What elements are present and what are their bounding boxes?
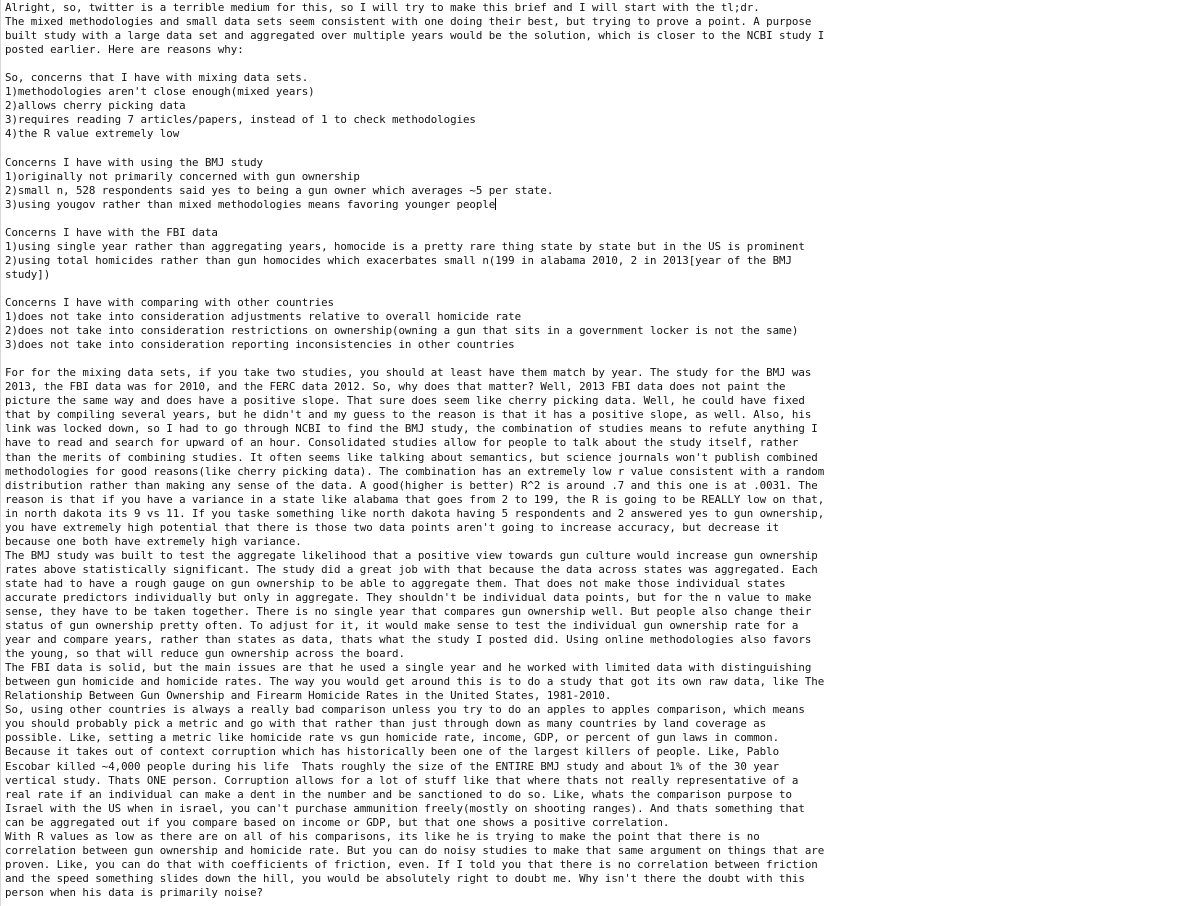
text-line-content: Because it takes out of context corruption which has historically been one of the largest killers of people. Like, Pablo xyxy=(5,745,780,759)
text-line-content: possible. Like, setting a metric like homicide rate vs gun homicide rate, income, GDP, or percent of gun laws in common. xyxy=(5,731,780,745)
text-line-content: 2)does not take into consideration restrictions on ownership(owning a gun that sits in a government locker is not the same) xyxy=(5,324,799,338)
text-line xyxy=(5,760,1197,774)
text-line-content: 2)small n, 528 respondents said yes to being a gun owner which averages ~5 per state. xyxy=(5,183,554,197)
text-line-content: year and compare years, rather than states as data, thats what the study I posted did. Using online methodologies also favors xyxy=(5,633,812,647)
text-line xyxy=(5,127,1197,141)
text-line-content: person when his data is primarily noise? xyxy=(5,885,264,899)
text-line xyxy=(5,394,1197,408)
text-line-content: 1)methodologies aren't close enough(mixed years) xyxy=(5,85,315,99)
text-line xyxy=(5,226,1197,240)
text-line-content: that by compiling several years, but he didn't and my guess to the reason is that it has a positive slope, as well. Also, his xyxy=(5,408,812,422)
text-line-content: sense, they have to be taken together. There is no single year that compares gun ownership well. But people also change their xyxy=(5,605,812,619)
text-line-content: Israel with the US when in israel, you can't purchase ammunition freely(mostly on shooting ranges). And thats something that xyxy=(5,801,805,815)
text-line xyxy=(5,85,1197,99)
text-line xyxy=(5,731,1197,745)
text-line xyxy=(5,549,1197,563)
text-line xyxy=(5,661,1197,675)
text-line-content: The FBI data is solid, but the main issues are that he used a single year and he worked with limited data with distinguishing xyxy=(5,661,812,675)
text-line-content: you should probably pick a metric and go with that rather than just through down as many countries by land coverage as xyxy=(5,717,767,731)
text-line-content: link was locked down, so I had to go through NCBI to find the BMJ study, the combination of studies means to refute anything I xyxy=(5,422,818,436)
text-line-content: 3)does not take into consideration reporting inconsistencies in other countries xyxy=(5,338,515,352)
text-line xyxy=(5,451,1197,465)
text-line-content: can be aggregated out if you compare based on income or GDP, but that one shows a positive correlation. xyxy=(5,815,670,829)
text-line xyxy=(5,268,1197,282)
text-line xyxy=(5,689,1197,703)
text-line xyxy=(5,324,1197,338)
text-line xyxy=(5,29,1197,43)
text-line xyxy=(5,366,1197,380)
text-line xyxy=(5,296,1197,310)
text-line xyxy=(5,198,1197,212)
text-line xyxy=(5,535,1197,549)
text-line-content: Alright, so, twitter is a terrible medium for this, so I will try to make this brief and I will start with the tl;dr. xyxy=(5,1,760,14)
text-line-content: distribution rather than making any sense of the data. A good(higher is better) R^2 is around .7 and this one is at .0031. The xyxy=(5,478,818,492)
text-line-content: status of gun ownership pretty often. To adjust for it, it would make sense to test the individual gun ownership rate for a xyxy=(5,619,799,633)
text-line-content: because one both have extremely high variance. xyxy=(5,534,302,548)
text-line-content: 1)using single year rather than aggregating years, homocide is a pretty rare thing state by state but in the US is prominent xyxy=(5,239,805,253)
text-line xyxy=(5,212,1197,226)
text-line xyxy=(5,703,1197,717)
text-line-content: 2)allows cherry picking data xyxy=(5,99,186,113)
text-line xyxy=(5,156,1197,170)
text-line xyxy=(5,141,1197,155)
text-line xyxy=(5,633,1197,647)
text-line xyxy=(5,619,1197,633)
text-line-content: 1)originally not primarily concerned with gun ownership xyxy=(5,169,360,183)
text-line-content: you have extremely high potential that there is those two data points aren't going to increase accuracy, but decrease it xyxy=(5,520,780,534)
text-line xyxy=(5,479,1197,493)
text-line xyxy=(5,675,1197,689)
text-line xyxy=(5,717,1197,731)
text-line-content: study]) xyxy=(5,267,51,281)
text-line-content: 3)requires reading 7 articles/papers, instead of 1 to check methodologies xyxy=(5,113,476,127)
text-line-content: Relationship Between Gun Ownership and Firearm Homicide Rates in the United States, 1981-2010. xyxy=(5,689,612,703)
text-line xyxy=(5,830,1197,844)
text-line-content: real rate if an individual can make a dent in the number and be sanctioned to do so. Like, whats the comparison purpose to xyxy=(5,787,792,801)
text-line-content: and the speed something slides down the hill, you would be absolutely right to doubt me. Why isn't there the doubt with this xyxy=(5,871,805,885)
text-line-content: So, using other countries is always a really bad comparison unless you try to do an apples to apples comparison, which means xyxy=(5,703,805,717)
text-line xyxy=(5,338,1197,352)
text-line xyxy=(5,816,1197,830)
text-line-content: methodologies for good reasons(like cherry picking data). The combination has an extremely low r value consistent with a random xyxy=(5,464,825,478)
text-line-content: proven. Like, you can do that with coefficients of friction, even. If I told you that there is no correlation between friction xyxy=(5,857,818,871)
text-line xyxy=(5,310,1197,324)
text-line xyxy=(5,43,1197,57)
text-line xyxy=(5,380,1197,394)
text-line-content: built study with a large data set and aggregated over multiple years would be the solution, which is closer to the NCBI study I xyxy=(5,29,825,43)
text-line xyxy=(5,184,1197,198)
text-line xyxy=(5,563,1197,577)
text-line-content: correlation between gun ownership and homicide rate. But you can do noisy studies to make that same argument on things that are xyxy=(5,843,825,857)
text-line xyxy=(5,886,1197,900)
text-line xyxy=(5,170,1197,184)
text-line xyxy=(5,577,1197,591)
text-line-content: between gun homicide and homicide rates. The way you would get around this is to do a study that got its own raw data, like The xyxy=(5,675,825,689)
text-line xyxy=(5,254,1197,268)
text-line xyxy=(5,15,1197,29)
text-line xyxy=(5,745,1197,759)
text-line-content: the young, so that will reduce gun ownership across the board. xyxy=(5,647,405,661)
text-line xyxy=(5,99,1197,113)
text-line-content: posted earlier. Here are reasons why: xyxy=(5,43,244,57)
text-line xyxy=(5,774,1197,788)
text-line-content: in north dakota its 9 vs 11. If you taske something like north dakota having 5 respondents and 2 answered yes to gun ownership, xyxy=(5,506,825,520)
text-line-content: than the merits of combining studies. It often seems like talking about semantics, but science journals won't publish combined xyxy=(5,450,818,464)
text-line-content: state had to have a rough gauge on gun ownership to be able to aggregate them. That does not make those individual states xyxy=(5,576,786,590)
text-line xyxy=(5,493,1197,507)
text-line-content: Escobar killed ~4,000 people during his life Thats roughly the size of the ENTIRE BMJ study and about 1% of the 30 year xyxy=(5,759,780,773)
text-line-content: For for the mixing data sets, if you take two studies, you should at least have them match by year. The study for the BMJ was xyxy=(5,366,812,380)
text-line xyxy=(5,802,1197,816)
text-line-content: 3)using yougov rather than mixed methodologies means favoring younger people xyxy=(5,197,496,211)
text-line-content: Concerns I have with comparing with other countries xyxy=(5,295,334,309)
text-line-content: rates above statistically significant. The study did a great job with that because the data across states was aggregated. Each xyxy=(5,562,818,576)
text-line xyxy=(5,872,1197,886)
text-caret xyxy=(495,198,496,210)
text-line-content: accurate predictors individually but only in aggregate. They shouldn't be individual data points, but for the n value to make xyxy=(5,590,812,604)
text-line-content: Concerns I have with the FBI data xyxy=(5,225,218,239)
text-line xyxy=(5,408,1197,422)
text-line-content: picture the same way and does have a positive slope. That sure does seem like cherry picking data. Well, he could have fixed xyxy=(5,394,805,408)
text-line xyxy=(5,113,1197,127)
text-line-content: The mixed methodologies and small data sets seem consistent with one doing their best, but trying to prove a point. A purpose xyxy=(5,15,812,29)
text-line xyxy=(5,57,1197,71)
text-line-content: 4)the R value extremely low xyxy=(5,127,180,141)
text-line xyxy=(5,71,1197,85)
text-line xyxy=(5,240,1197,254)
text-line xyxy=(5,352,1197,366)
text-line xyxy=(5,507,1197,521)
document-text[interactable] xyxy=(5,1,1197,900)
text-line xyxy=(5,1,1197,15)
text-line xyxy=(5,465,1197,479)
text-line xyxy=(5,436,1197,450)
text-line-content: 2)using total homicides rather than gun homocides which exacerbates small n(199 in alabama 2010, 2 in 2013[year of the BMJ xyxy=(5,253,792,267)
text-line xyxy=(5,605,1197,619)
text-line xyxy=(5,521,1197,535)
text-line-content: have to read and search for upward of an hour. Consolidated studies allow for people to talk about the study itself, rather xyxy=(5,436,799,450)
text-line-content: Concerns I have with using the BMJ study xyxy=(5,155,264,169)
text-line-content: So, concerns that I have with mixing data sets. xyxy=(5,71,309,85)
text-line-content: vertical study. Thats ONE person. Corruption allows for a lot of stuff like that where thats not really representative of a xyxy=(5,773,799,787)
text-line-content: 2013, the FBI data was for 2010, and the FERC data 2012. So, why does that matter? Well, 2013 FBI data does not paint the xyxy=(5,380,786,394)
text-line-content: The BMJ study was built to test the aggregate likelihood that a positive view towards gun culture would increase gun ownership xyxy=(5,548,818,562)
text-line xyxy=(5,844,1197,858)
text-line xyxy=(5,647,1197,661)
text-line-content: reason is that if you have a variance in a state like alabama that goes from 2 to 199, the R is going to be REALLY low on that, xyxy=(5,492,825,506)
text-line-content: With R values as low as there are on all of his comparisons, its like he is trying to make the point that there is no xyxy=(5,829,760,843)
text-line xyxy=(5,788,1197,802)
text-line xyxy=(5,422,1197,436)
text-line-content: 1)does not take into consideration adjustments relative to overall homicide rate xyxy=(5,310,522,324)
text-line xyxy=(5,591,1197,605)
text-line xyxy=(5,282,1197,296)
text-line xyxy=(5,858,1197,872)
